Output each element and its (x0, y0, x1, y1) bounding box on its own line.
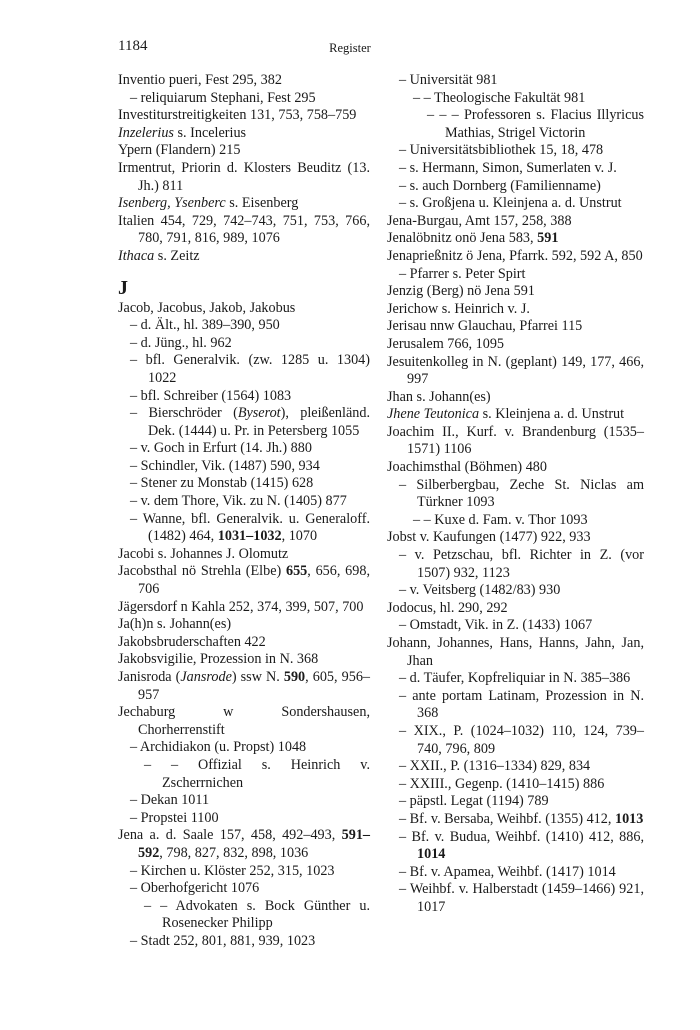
index-entry: – reliquiarum Stephani, Fest 295 (130, 89, 316, 106)
index-entry: – Propstei 1100 (130, 809, 219, 826)
entries-before-letter (118, 72, 370, 266)
index-entry: Jobst v. Kaufungen (1477) 922, 933 (387, 529, 591, 546)
index-entry: Ja(h)n s. Johann(es) (118, 616, 232, 633)
index-entry: – s. auch Dornberg (Familienname) (399, 177, 601, 194)
page-number: 1184 (118, 38, 148, 54)
index-column-right (387, 72, 644, 917)
index-entry: – Silberbergbau, Zeche St. Niclas am Türkner 1093 (399, 476, 644, 511)
index-entry: Jakobsbruderschaften 422 (118, 633, 266, 650)
index-entry: – bfl. Generalvik. (zw. 1285 u. 1304) 1022 (130, 352, 370, 386)
index-entry: Jechaburg w Sondershausen, Chorherrenstift (118, 704, 370, 738)
index-entry: Jacob, Jacobus, Jakob, Jakobus (118, 299, 296, 316)
index-entry: – – Kuxe d. Fam. v. Thor 1093 (413, 511, 588, 528)
index-entry: – – Theologische Fakultät 981 (413, 89, 586, 106)
index-entry: Jägersdorf n Kahla 252, 374, 399, 507, 700 (118, 598, 364, 615)
index-entry: Inventio pueri, Fest 295, 382 (118, 72, 282, 88)
index-entry: Italien 454, 729, 742–743, 751, 753, 766, 780, 791, 816, 989, 1076 (118, 212, 370, 247)
index-entry: – d. Jüng., hl. 962 (130, 334, 232, 351)
index-entry: – v. Petzschau, bfl. Richter in Z. (vor 1507) 932, 1123 (399, 547, 644, 581)
letter-heading: J (118, 276, 128, 299)
index-entry: Jena-Burgau, Amt 157, 258, 388 (387, 212, 572, 229)
index-entry: – d. Täufer, Kopfreliquiar in N. 385–386 (399, 670, 631, 687)
index-entry: – bfl. Schreiber (1564) 1083 (130, 387, 292, 404)
index-entry: Jhan s. Johann(es) (387, 388, 491, 405)
index-entry: Jena a. d. Saale 157, 458, 492–493, 591–592, 798, 827, 832, 898, 1036 (118, 827, 370, 861)
index-entry: Johann, Johannes, Hans, Hanns, Jahn, Jan, Jhan (387, 635, 644, 669)
index-entry: – Bf. v. Budua, Weihbf. (1410) 412, 886, 1014 (399, 828, 644, 863)
index-entry: Investiturstreitigkeiten 131, 753, 758–759 (118, 107, 357, 124)
index-entry: – Bierschröder (Byserot), pleißenländ. Dek. (1444) u. Pr. in Petersberg 1055 (130, 405, 370, 439)
index-entry: Irmentrut, Priorin d. Klosters Beuditz (13. Jh.) 811 (118, 159, 370, 194)
index-entry: – Stener zu Monstab (1415) 628 (130, 475, 314, 492)
index-entry: – v. dem Thore, Vik. zu N. (1405) 877 (130, 493, 347, 510)
index-entry: Jesuitenkolleg in N. (geplant) 149, 177, 466, 997 (387, 353, 644, 388)
index-entry: – XXIII., Gegenp. (1410–1415) 886 (399, 775, 605, 792)
index-entry: Jenalöbnitz onö Jena 583, 591 (387, 230, 559, 247)
running-head: Register (329, 41, 371, 55)
index-entry: – Bf. v. Apamea, Weihbf. (1417) 1014 (399, 863, 616, 880)
index-entry: – d. Ält., hl. 389–390, 950 (130, 317, 280, 334)
entries-right (387, 72, 644, 917)
index-entry: Jacobsthal nö Strehla (Elbe) 655, 656, 698, 706 (118, 563, 370, 598)
index-column-left (118, 72, 370, 951)
entries-after-letter (118, 300, 370, 951)
index-entry: Joachim II., Kurf. v. Brandenburg (1535–1571) 1106 (387, 423, 644, 458)
index-entry: Jhene Teutonica s. Kleinjena a. d. Unstrut (387, 406, 625, 423)
index-entry: Jakobsvigilie, Prozession in N. 368 (118, 651, 319, 668)
index-entry: – XXII., P. (1316–1334) 829, 834 (399, 758, 591, 775)
index-entry: – Pfarrer s. Peter Spirt (399, 265, 526, 282)
index-entry: Ithaca s. Zeitz (118, 247, 200, 264)
index-entry: – Schindler, Vik. (1487) 590, 934 (130, 457, 320, 474)
index-entry: – Universitätsbibliothek 15, 18, 478 (399, 142, 604, 159)
index-entry: – s. Hermann, Simon, Sumerlaten v. J. (399, 159, 617, 176)
index-entry: – Bf. v. Bersaba, Weihbf. (1355) 412, 1013 (399, 810, 644, 827)
index-entry: – v. Veitsberg (1482/83) 930 (399, 582, 561, 599)
index-entry: – – – Professoren s. Flacius Illyricus Mathias, Strigel Victorin (427, 107, 644, 141)
index-entry: – Oberhofgericht 1076 (130, 880, 260, 897)
index-entry: – Universität 981 (399, 72, 498, 88)
index-entry: – Omstadt, Vik. in Z. (1433) 1067 (399, 617, 593, 634)
index-entry: – Stadt 252, 801, 881, 939, 1023 (130, 932, 316, 949)
index-entry: Inzelerius s. Incelerius (118, 124, 247, 141)
index-entry: – ante portam Latinam, Prozession in N. 368 (399, 687, 644, 722)
index-entry: Jerisau nnw Glauchau, Pfarrei 115 (387, 318, 583, 335)
index-entry: Ypern (Flandern) 215 (118, 142, 241, 159)
index-entry: – Archidiakon (u. Propst) 1048 (130, 739, 307, 756)
index-entry: Isenberg, Ysenberc s. Eisenberg (118, 195, 299, 212)
index-entry: Jodocus, hl. 290, 292 (387, 599, 508, 616)
index-entry: – Wanne, bfl. Generalvik. u. Generaloff. (1482) 464, 1031–1032, 1070 (130, 510, 370, 545)
index-entry: Jacobi s. Johannes J. Olomutz (118, 545, 289, 562)
index-entry: Joachimsthal (Böhmen) 480 (387, 459, 547, 476)
index-entry: – Kirchen u. Klöster 252, 315, 1023 (130, 862, 335, 879)
index-entry: Jenaprießnitz ö Jena, Pfarrk. 592, 592 A, 850 (387, 247, 643, 264)
index-entry: Jerusalem 766, 1095 (387, 335, 505, 352)
index-entry: – – Advokaten s. Bock Günther u. Rosenecker Philipp (144, 897, 370, 932)
index-entry: – XIX., P. (1024–1032) 110, 124, 739–740, 796, 809 (399, 722, 644, 757)
index-entry: Jenzig (Berg) nö Jena 591 (387, 283, 535, 300)
index-entry: – s. Großjena u. Kleinjena a. d. Unstrut (399, 195, 622, 212)
index-entry: – päpstl. Legat (1194) 789 (399, 793, 549, 810)
index-entry: – Weihbf. v. Halberstadt (1459–1466) 921, 1017 (399, 881, 644, 915)
index-entry: Janisroda (Jansrode) ssw N. 590, 605, 956–957 (118, 669, 371, 703)
index-entry: Jerichow s. Heinrich v. J. (387, 300, 530, 317)
index-entry: – – Offizial s. Heinrich v. Zscherrnichen (144, 756, 370, 791)
index-entry: – Dekan 1011 (130, 792, 210, 809)
index-entry: – v. Goch in Erfurt (14. Jh.) 880 (130, 440, 312, 457)
